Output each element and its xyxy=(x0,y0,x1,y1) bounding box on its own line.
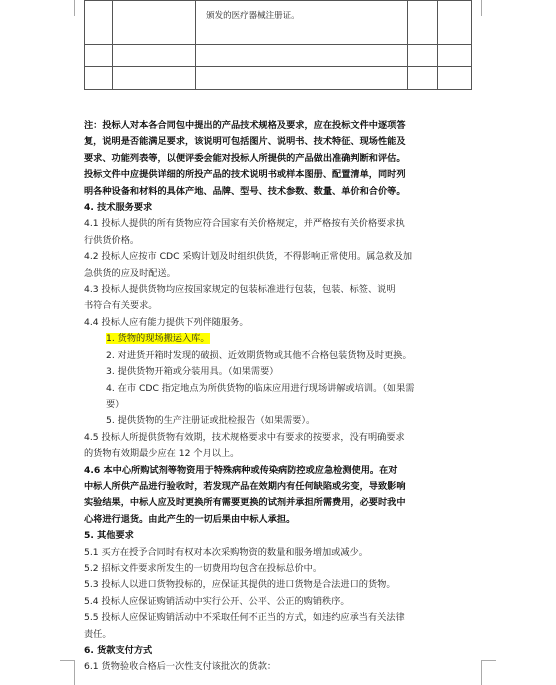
section-5-heading: 5. 其他要求 xyxy=(84,530,134,542)
note-line: 明各种设备和材料的具体产地、品牌、型号、技术参数、数量、单价和合价等。 xyxy=(84,185,406,197)
table-cell-text: 颁发的医疗器械注册证。 xyxy=(206,11,300,21)
clause-6-1: 6.1 货物验收合格后一次性支付该批次的货款： xyxy=(84,661,277,673)
crop-mark-bottom-right-v xyxy=(481,660,482,685)
clause-5-4: 5.4 投标人应保证购销活动中实行公开、公平、公正的购销秩序。 xyxy=(84,595,350,607)
table-cell xyxy=(438,45,472,67)
note-line: 投标文件中应提供详细的所投产品的技术说明书或样本图册、配置清单，同时列 xyxy=(84,169,406,181)
crop-mark-bottom-left-v xyxy=(74,660,75,685)
clause-4-5-cont: 的货物有效期最少应在 12 个月以上。 xyxy=(84,448,240,460)
clause-5-1: 5.1 买方在授予合同时有权对本次采购物资的数量和服务增加或减少。 xyxy=(84,546,368,558)
table-cell xyxy=(407,45,438,67)
table-cell xyxy=(85,1,113,45)
clause-4-1: 4.1 投标人提供的所有货物应符合国家有关价格规定，并严格按有关价格要求执 xyxy=(84,218,405,230)
highlighted-text: 1. 货物的现场搬运入库。 xyxy=(106,333,210,345)
clause-4-6-cont: 中标人所供产品进行验收时，若发现产品在效期内有任何缺陷或劣变，导致影响 xyxy=(84,480,406,492)
clause-4-5: 4.5 投标人所提供货物有效期，技术规格要求中有要求的按要求，没有明确要求 xyxy=(84,431,405,443)
note-line: 要求、功能列表等，以便评委会能对投标人所提供的产品做出准确判断和评估。 xyxy=(84,152,406,164)
crop-mark-top-left xyxy=(74,0,75,16)
crop-mark-bottom-left-h xyxy=(60,660,75,661)
section-4-heading: 4. 技术服务要求 xyxy=(84,202,153,214)
spec-table xyxy=(84,0,472,90)
service-item-5: 5. 提供货物的生产注册证或批检报告（如果需要）。 xyxy=(106,415,316,427)
table-cell xyxy=(112,1,195,45)
table-cell xyxy=(112,67,195,90)
service-item-4: 4. 在市 CDC 指定地点为所供货物的临床应用进行现场讲解或培训。（如果需 xyxy=(106,382,415,394)
table-cell xyxy=(407,1,438,45)
table-cell xyxy=(438,1,472,45)
table-cell xyxy=(112,45,195,67)
service-item-3: 3. 提供货物开箱或分装用具。（如果需要） xyxy=(106,366,279,378)
table-cell xyxy=(85,45,113,67)
clause-4-6: 4.6 本中心所购试剂等物资用于特殊病种或传染病防控或应急检测使用。在对 xyxy=(84,464,398,476)
clause-4-1-cont: 行供货价格。 xyxy=(84,234,140,246)
clause-4-4: 4.4 投标人应有能力提供下列伴随服务。 xyxy=(84,316,249,328)
clause-4-3-cont: 书符合有关要求。 xyxy=(84,300,158,312)
table-cell xyxy=(407,67,438,90)
crop-mark-bottom-right-h xyxy=(481,660,496,661)
table-cell xyxy=(196,45,408,67)
section-6-heading: 6. 货款支付方式 xyxy=(84,645,153,656)
note-paragraph xyxy=(84,118,474,200)
crop-mark-top-right xyxy=(481,0,482,16)
clause-5-3: 5.3 投标人以进口货物投标的，应保证其提供的进口货物是合法进口的货物。 xyxy=(84,579,396,591)
table-cell xyxy=(438,67,472,90)
clause-4-2-cont: 急供货的应及时配送。 xyxy=(84,267,176,279)
table-cell xyxy=(196,67,408,90)
service-item-4-cont: 要） xyxy=(106,398,125,410)
document-body xyxy=(84,118,474,676)
clause-5-2: 5.2 招标文件要求所发生的一切费用均包含在投标总价中。 xyxy=(84,562,323,574)
table-cell xyxy=(85,67,113,90)
service-item-1 xyxy=(84,331,474,347)
service-item-2: 2. 对进货开箱时发现的破损、近效期货物或其他不合格包装货物及时更换。 xyxy=(106,349,412,361)
clause-5-5: 5.5 投标人应保证购销活动中不采取任何不正当的方式，如违约应承当有关法律 xyxy=(84,612,405,624)
note-line: 注：投标人对本各合同包中提出的产品技术规格及要求，应在投标文件中逐项答 xyxy=(84,120,406,131)
clause-4-2: 4.2 投标人应按市 CDC 采购计划及时组织供货，不得影响正常使用。属急救及加 xyxy=(84,251,413,263)
table-cell xyxy=(196,1,408,45)
clause-4-6-cont: 心将进行退货。由此产生的一切后果由中标人承担。 xyxy=(84,513,296,525)
clause-5-5-cont: 责任。 xyxy=(84,628,112,640)
clause-4-6-cont: 实验结果，中标人应及时更换所有需要更换的试剂并承担所需费用，必要时我中 xyxy=(84,497,406,509)
clause-4-3: 4.3 投标人提供货物均应按国家规定的包装标准进行包装，包装、标签、说明 xyxy=(84,284,396,296)
note-line: 复，说明是否能满足要求，该说明可包括图片、说明书、技术特征、现场性能及 xyxy=(84,136,406,148)
